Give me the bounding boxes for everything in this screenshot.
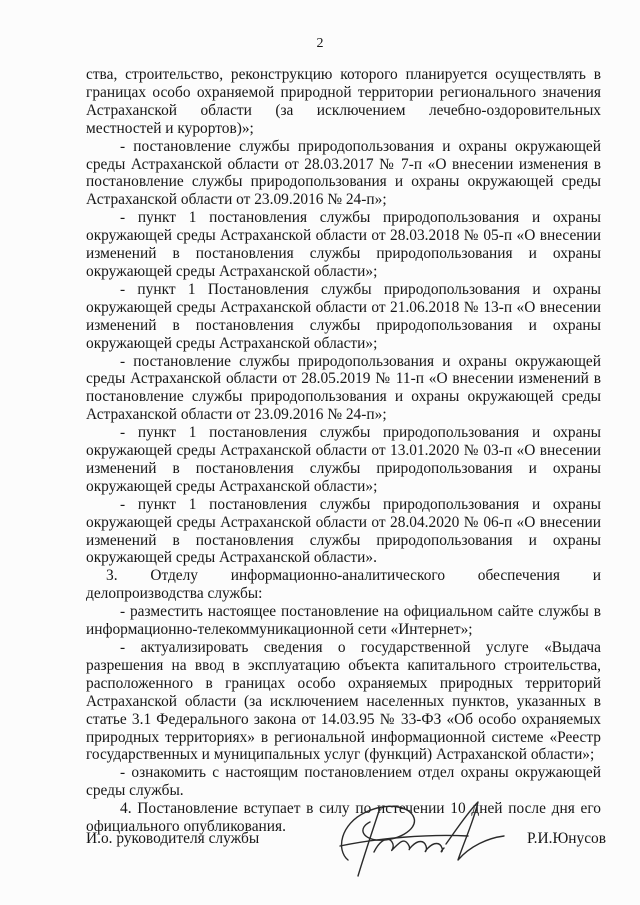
paragraph: - постановление службы природопользования и охраны окружающей среды Астраханской области от 28.05.2019 № 11-п «О внесении изменений в постановление службы природопользования и охраны окружающей среды Астраханской области от 23.09.2016 № 24-п»; [86, 352, 601, 424]
paragraph: ства, строительство, реконструкцию которого планируется осуществлять в границах особо охраняемой природной территории регионального значения Астраханской области (за исключением лечебно-оздоровительных местностей и курортов)»; [86, 66, 601, 137]
paragraph: - пункт 1 постановления службы природопользования и охраны окружающей среды Астраханской области от 28.03.2018 № 05-п «О внесении изменений в постановления службы природопользования и охраны окружающей среды Астраханской области»; [86, 209, 601, 280]
signatory-position: И.о. руководителя службы [86, 830, 260, 847]
paragraph: - пункт 1 постановления службы природопользования и охраны окружающей среды Астраханской области от 28.04.2020 № 06-п «О внесении изменений в постановления службы природопользования и охраны окружающей среды Астраханской области». [86, 495, 601, 567]
document-body [86, 66, 601, 836]
page-number: 2 [316, 36, 324, 51]
paragraph: - актуализировать сведения о государственной услуге «Выдача разрешения на ввод в эксплуатацию объекта капитального строительства, расположенного в границах особо охраняемых природных территорий Астраханской области (за исключением населенных пунктов, указанных в статье 3.1 Федерального закона от 14.03.95 № 33-ФЗ «Об особо охраняемых природных территориях» в региональной информационной системе «Реестр государственных и муниципальных услуг (функций) Астраханской области»; [86, 639, 601, 764]
paragraph: - ознакомить с настоящим постановлением отдел охраны окружающей среды службы. [86, 764, 601, 800]
signatory-name: Р.И.Юнусов [527, 830, 606, 847]
paragraph: - пункт 1 Постановления службы природопользования и охраны окружающей среды Астраханской области от 21.06.2018 № 13-п «О внесении изменений в постановления службы природопользования и охраны окружающей среды Астраханской области»; [86, 280, 601, 352]
paragraph: 4. Постановление вступает в силу по истечении 10 дней после дня его официального опубликования. [86, 800, 601, 836]
signature-block [86, 830, 606, 854]
paragraph: - разместить настоящее постановление на официальном сайте службы в информационно-телекоммуникационной сети «Интернет»; [86, 603, 601, 639]
paragraph: - постановление службы природопользования и охраны окружающей среды Астраханской области от 28.03.2017 № 7-п «О внесении изменения в постановление службы природопользования и охраны окружающей среды Астраханской области от 23.09.2016 № 24-п»; [86, 137, 601, 209]
paragraph: - пункт 1 постановления службы природопользования и охраны окружающей среды Астраханской области от 13.01.2020 № 03-п «О внесении изменений в постановления службы природопользования и охраны окружающей среды Астраханской области»; [86, 424, 601, 495]
paragraph: 3. Отделу информационно-аналитического обеспечения и делопроизводства службы: [86, 567, 601, 603]
